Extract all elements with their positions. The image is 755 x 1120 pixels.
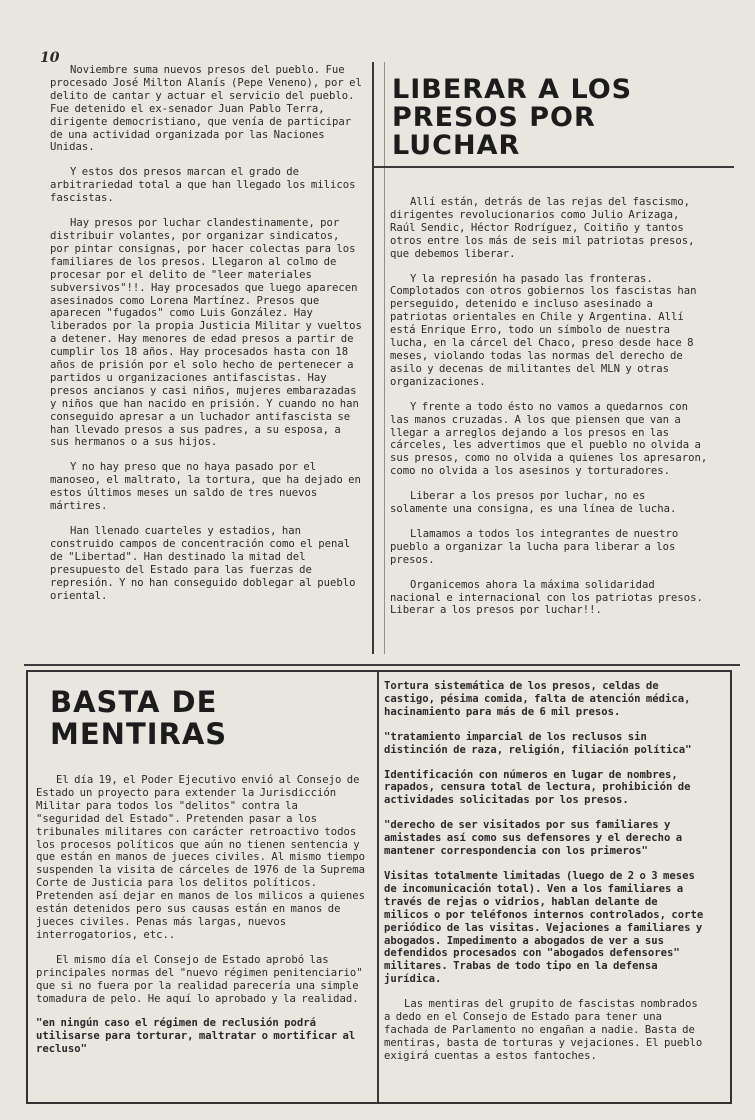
- headline-liberar: [392, 76, 632, 160]
- basta-paragraph: El día 19, el Poder Ejecutivo envió al Consejo de Estado un proyecto para extender la Jurisdicción Militar para todos los "delitos" contra la "seguridad del Estado". Pretenden pasar a los tribunales militares con carácter retroactivo todos los procesos políticos que aún no tienen sentencia y que están en manos de jueces civiles. Al mismo tiempo suspenden la visita de cárceles de 1976 de la Suprema Corte de Justicia para los delitos políticos. Pretenden así dejar en manos de los milicos a quienes están detenidos pero sus causas están en manos de jueces civiles. Penas más largas, nuevos interrogatorios, etc..: [36, 774, 366, 941]
- reality-item: Tortura sistemática de los presos, celdas de castigo, pésima comida, falta de atención médica, hacinamiento para más de 6 mil presos.: [384, 680, 691, 718]
- reality-item: Identificación con números en lugar de nombres, rapados, censura total de lectura, prohibición de actividades solicitadas por los presos.: [384, 768, 691, 807]
- basta-paragraph: El mismo día el Consejo de Estado aprobó las principales normas del "nuevo régimen penitenciario" que si no fuera por la realidad parecería una simple tomadura de pelo. He aquí lo aprobado y la realidad.: [36, 953, 363, 1005]
- left-paragraph: Noviembre suma nuevos presos del pueblo. Fue procesado José Milton Alanís (Pepe Veneno), por el delito de cantar y actuar el servicio del pueblo. Fue detenido el ex-senador Juan Pablo Terra, dirigente democristiano, que venía de participar de una actividad organizada por las Naciones Unidas.: [50, 64, 362, 154]
- right-article: [390, 196, 708, 629]
- reality-column: [384, 680, 706, 1075]
- regime-quote: "en ningún caso el régimen de reclusión podrá utilisarse para torturar, maltratar o mortificar al recluso": [36, 1017, 356, 1056]
- headline-line: LUCHAR: [392, 130, 521, 161]
- column-divider: [372, 62, 374, 654]
- headline-rule: [374, 166, 734, 168]
- regime-quote: "tratamiento imparcial de los reclusos sin distinción de raza, religión, filiación política": [384, 730, 692, 756]
- left-paragraph: Y estos dos presos marcan el grado de arbitrariedad total a que han llegado los milicos fascistas.: [50, 166, 356, 205]
- closing-paragraph: Las mentiras del grupito de fascistas nombrados a dedo en el Consejo de Estado para tener una fachada de Parlamento no engañan a nadie. Basta de mentiras, basta de torturas y vejaciones. El pueblo exigirá cuentas a estos fantoches.: [384, 998, 703, 1062]
- regime-quote: "derecho de ser visitados por sus familiares y amistades así como sus defensores y el derecho a mantener correspondencia con los primeros": [384, 819, 683, 858]
- headline-line: PRESOS POR: [392, 102, 596, 133]
- left-article: [50, 64, 362, 614]
- basta-article: [36, 774, 366, 1068]
- reality-item: Visitas totalmente limitadas (luego de 2 o 3 meses de incomunicación total). Ven a los familiares a través de rejas o vidrios, hablan delante de milicos o por teléfonos internos controlados, corte periódico de las visitas. Vejaciones a familiares y abogados. Impedimento a abogados de ver a sus defendidos procesados con "abogados defensores" militares. Trabas de todo tipo en la defensa jurídica.: [384, 869, 704, 986]
- right-paragraph: Organicemos ahora la máxima solidaridad nacional e internacional con los patriotas presos. Liberar a los presos por luchar!!.: [390, 578, 703, 617]
- left-paragraph: Han llenado cuarteles y estadios, han construido campos de concentración como el penal de "Libertad". Han destinado la mitad del presupuesto del Estado para las fuerzas de represión. Y no han conseguido doblegar al pueblo oriental.: [50, 525, 356, 602]
- section-rule: [24, 664, 740, 666]
- left-paragraph: Y no hay preso que no haya pasado por el manoseo, el maltrato, la tortura, que ha dejado en estos últimos meses un saldo de tres nuevos mártires.: [50, 461, 361, 513]
- right-paragraph: Llamamos a todos los integrantes de nuestro pueblo a organizar la lucha para liberar a los presos.: [390, 527, 679, 566]
- headline-line: LIBERAR A LOS: [392, 74, 633, 105]
- right-paragraph: Y frente a todo ésto no vamos a quedarnos con las manos cruzadas. A los que piensen que van a llegar a arreglos dejando a los presos en las cárceles, les advertimos que el pueblo no olvida a sus presos, como no olvida a quienes los apresaron, como no olvida a los asesinos y torturadores.: [390, 400, 708, 478]
- left-paragraph: Hay presos por luchar clandestinamente, por distribuir volantes, por organizar sindicatos, por pintar consignas, por hacer colectas para los familiares de los presos. Llegaron al colmo de procesar por el delito de "leer materiales subversivos"!!. Hay procesados que luego aparecen asesinados como Lorena Martínez. Presos que aparecen "fugados" como Luis González. Hay liberados por la propia Justicia Militar y vueltos a detener. Hay menores de edad presos a partir de cumplir los 18 años. Hay procesados hasta con 18 años de prisión por el solo hecho de pertenecer a partidos u organizaciones antifascistas. Hay presos ancianos y casi niños, mujeres embarazadas y niños que han nacido en prisión. Y cuando no han conseguido apresar a un luchador antifascista se han llevado presos a sus padres, a su esposa, a sus hermanos o a sus hijos.: [50, 217, 362, 449]
- headline-basta: [50, 686, 227, 750]
- right-paragraph: Liberar a los presos por luchar, no es solamente una consigna, es una línea de lucha.: [390, 490, 677, 516]
- headline-line: BASTA DE: [50, 685, 218, 719]
- column-divider-inner: [384, 62, 385, 654]
- headline-line: MENTIRAS: [50, 717, 228, 751]
- page-number: 10: [40, 50, 60, 66]
- bottom-divider: [377, 672, 379, 1102]
- right-paragraph: Allí están, detrás de las rejas del fascismo, dirigentes revolucionarios como Julio Arizaga, Raúl Sendic, Héctor Rodríguez, Coitiño y tantos otros entre los más de seis mil patriotas presos, que debemos liberar.: [390, 196, 695, 260]
- right-paragraph: Y la represión ha pasado las fronteras. Complotados con otros gobiernos los fascistas han perseguido, detenido e incluso asesinado a patriotas orientales en Chile y Argentina. Allí está Enrique Erro, todo un símbolo de nuestra lucha, en la cárcel del Chaco, preso desde hace 8 meses, violando todas las normas del derecho de asilo y decenas de militantes del MLN y otras organizaciones.: [390, 272, 697, 388]
